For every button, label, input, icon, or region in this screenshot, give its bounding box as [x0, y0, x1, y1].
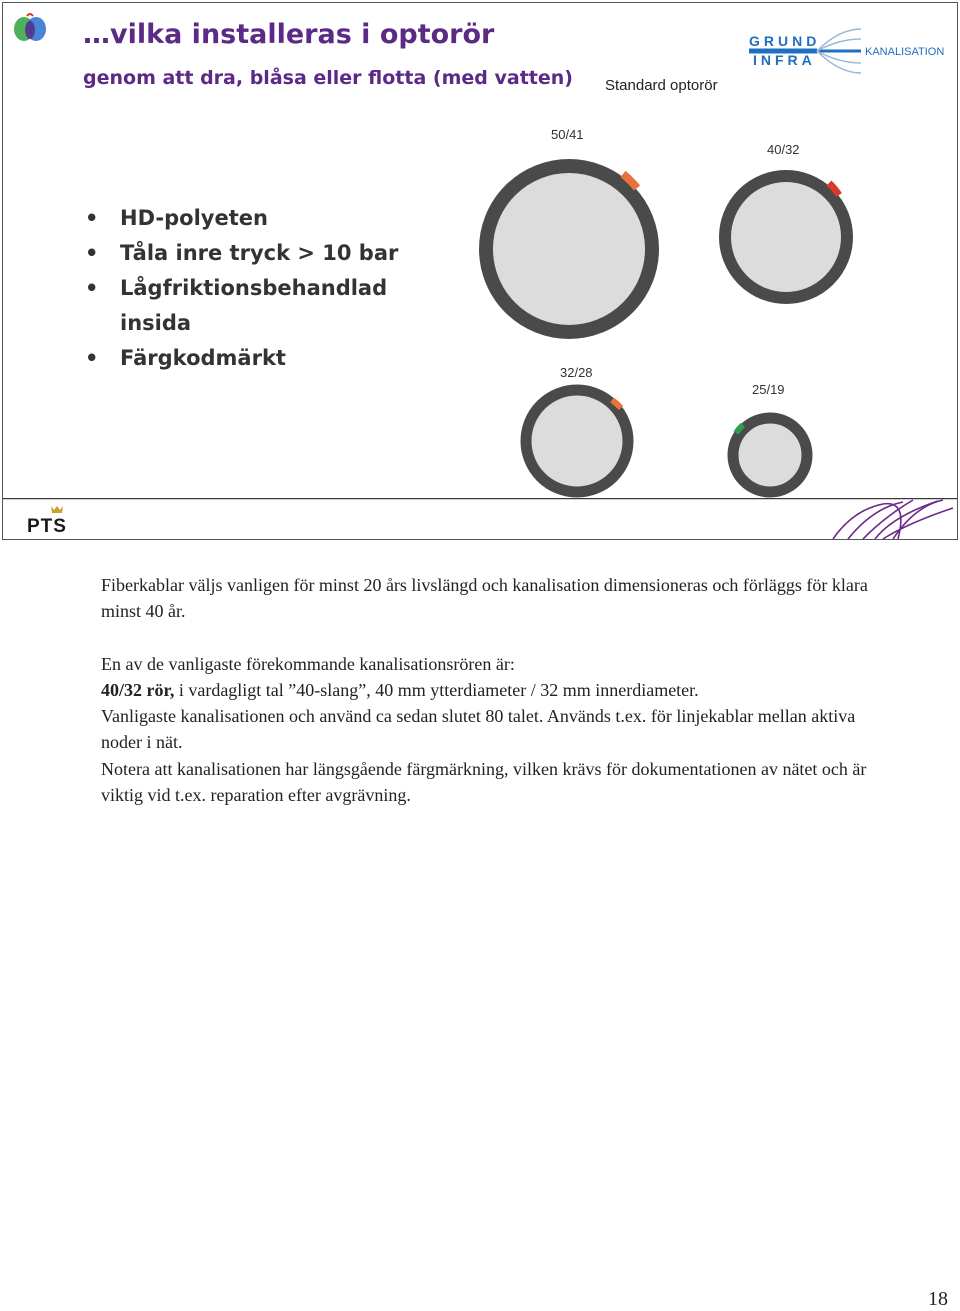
bullet-item: • Tåla inre tryck > 10 bar	[85, 241, 399, 265]
pipe-label: 25/19	[752, 382, 785, 397]
pipe-50-41	[486, 127, 652, 332]
bullet-item: • Lågfriktionsbehandlad insida	[85, 276, 388, 335]
slide-title: …vilka installeras i optorör	[83, 19, 495, 50]
logo-infra-text: INFRA	[753, 52, 816, 68]
bullet-text: Lågfriktionsbehandlad insida	[120, 276, 388, 335]
bullet-item: • HD-polyeten	[85, 206, 268, 230]
footer-swoosh	[833, 500, 953, 539]
paragraph-note: Notera att kanalisationen har längsgående färgmärkning, vilken krävs för dokumentationen av nätet och är viktig vid t.ex. reparation efter avgrävning.	[101, 758, 867, 806]
logo-grund-text: GRUND	[749, 33, 821, 49]
pts-logo-text: PTS	[27, 516, 67, 535]
pts-logo	[27, 503, 87, 535]
standard-optoror-label: Standard optorör	[605, 77, 718, 94]
pipe-label: 40/32	[767, 142, 800, 157]
paragraph-40-32	[101, 677, 891, 703]
pipe-40-32	[725, 142, 847, 298]
slide-footer	[3, 498, 957, 539]
pipe-label: 32/28	[560, 365, 593, 380]
bold-pipe-size: 40/32 rör,	[101, 679, 175, 700]
page-number: 18	[928, 1288, 948, 1310]
crown-icon	[51, 506, 63, 513]
body-text	[101, 572, 891, 808]
bullet-text: Tåla inre tryck > 10 bar	[120, 241, 399, 265]
pipe-diagram	[3, 3, 957, 539]
bullet-text: HD-polyeten	[120, 206, 268, 230]
pipe-description: i vardagligt tal ”40-slang”, 40 mm ytterdiameter / 32 mm innerdiameter.	[174, 679, 699, 700]
bullet-item: • Färgkodmärkt	[85, 346, 286, 370]
pipe-32-28	[526, 365, 628, 492]
bullet-text: Färgkodmärkt	[120, 346, 286, 370]
slide-subtitle: genom att dra, blåsa eller flotta (med vatten)	[83, 67, 573, 89]
paragraph-intro: En av de vanligaste förekommande kanalisationsrören är:	[101, 653, 515, 674]
paragraph-usage: Vanligaste kanalisationen och använd ca sedan slutet 80 talet. Används t.ex. för linjekablar mellan aktiva noder i nät.	[101, 706, 856, 753]
pipe-label: 50/41	[551, 127, 584, 142]
pipe-25-19	[733, 382, 807, 492]
paragraph-livslangd: Fiberkablar väljs vanligen för minst 20 års livslängd och kanalisation dimensioneras och förläggs för klara minst 40 år.	[101, 575, 868, 622]
logo-kanalisation-text: KANALISATION	[865, 46, 945, 58]
presentation-slide	[2, 2, 958, 540]
